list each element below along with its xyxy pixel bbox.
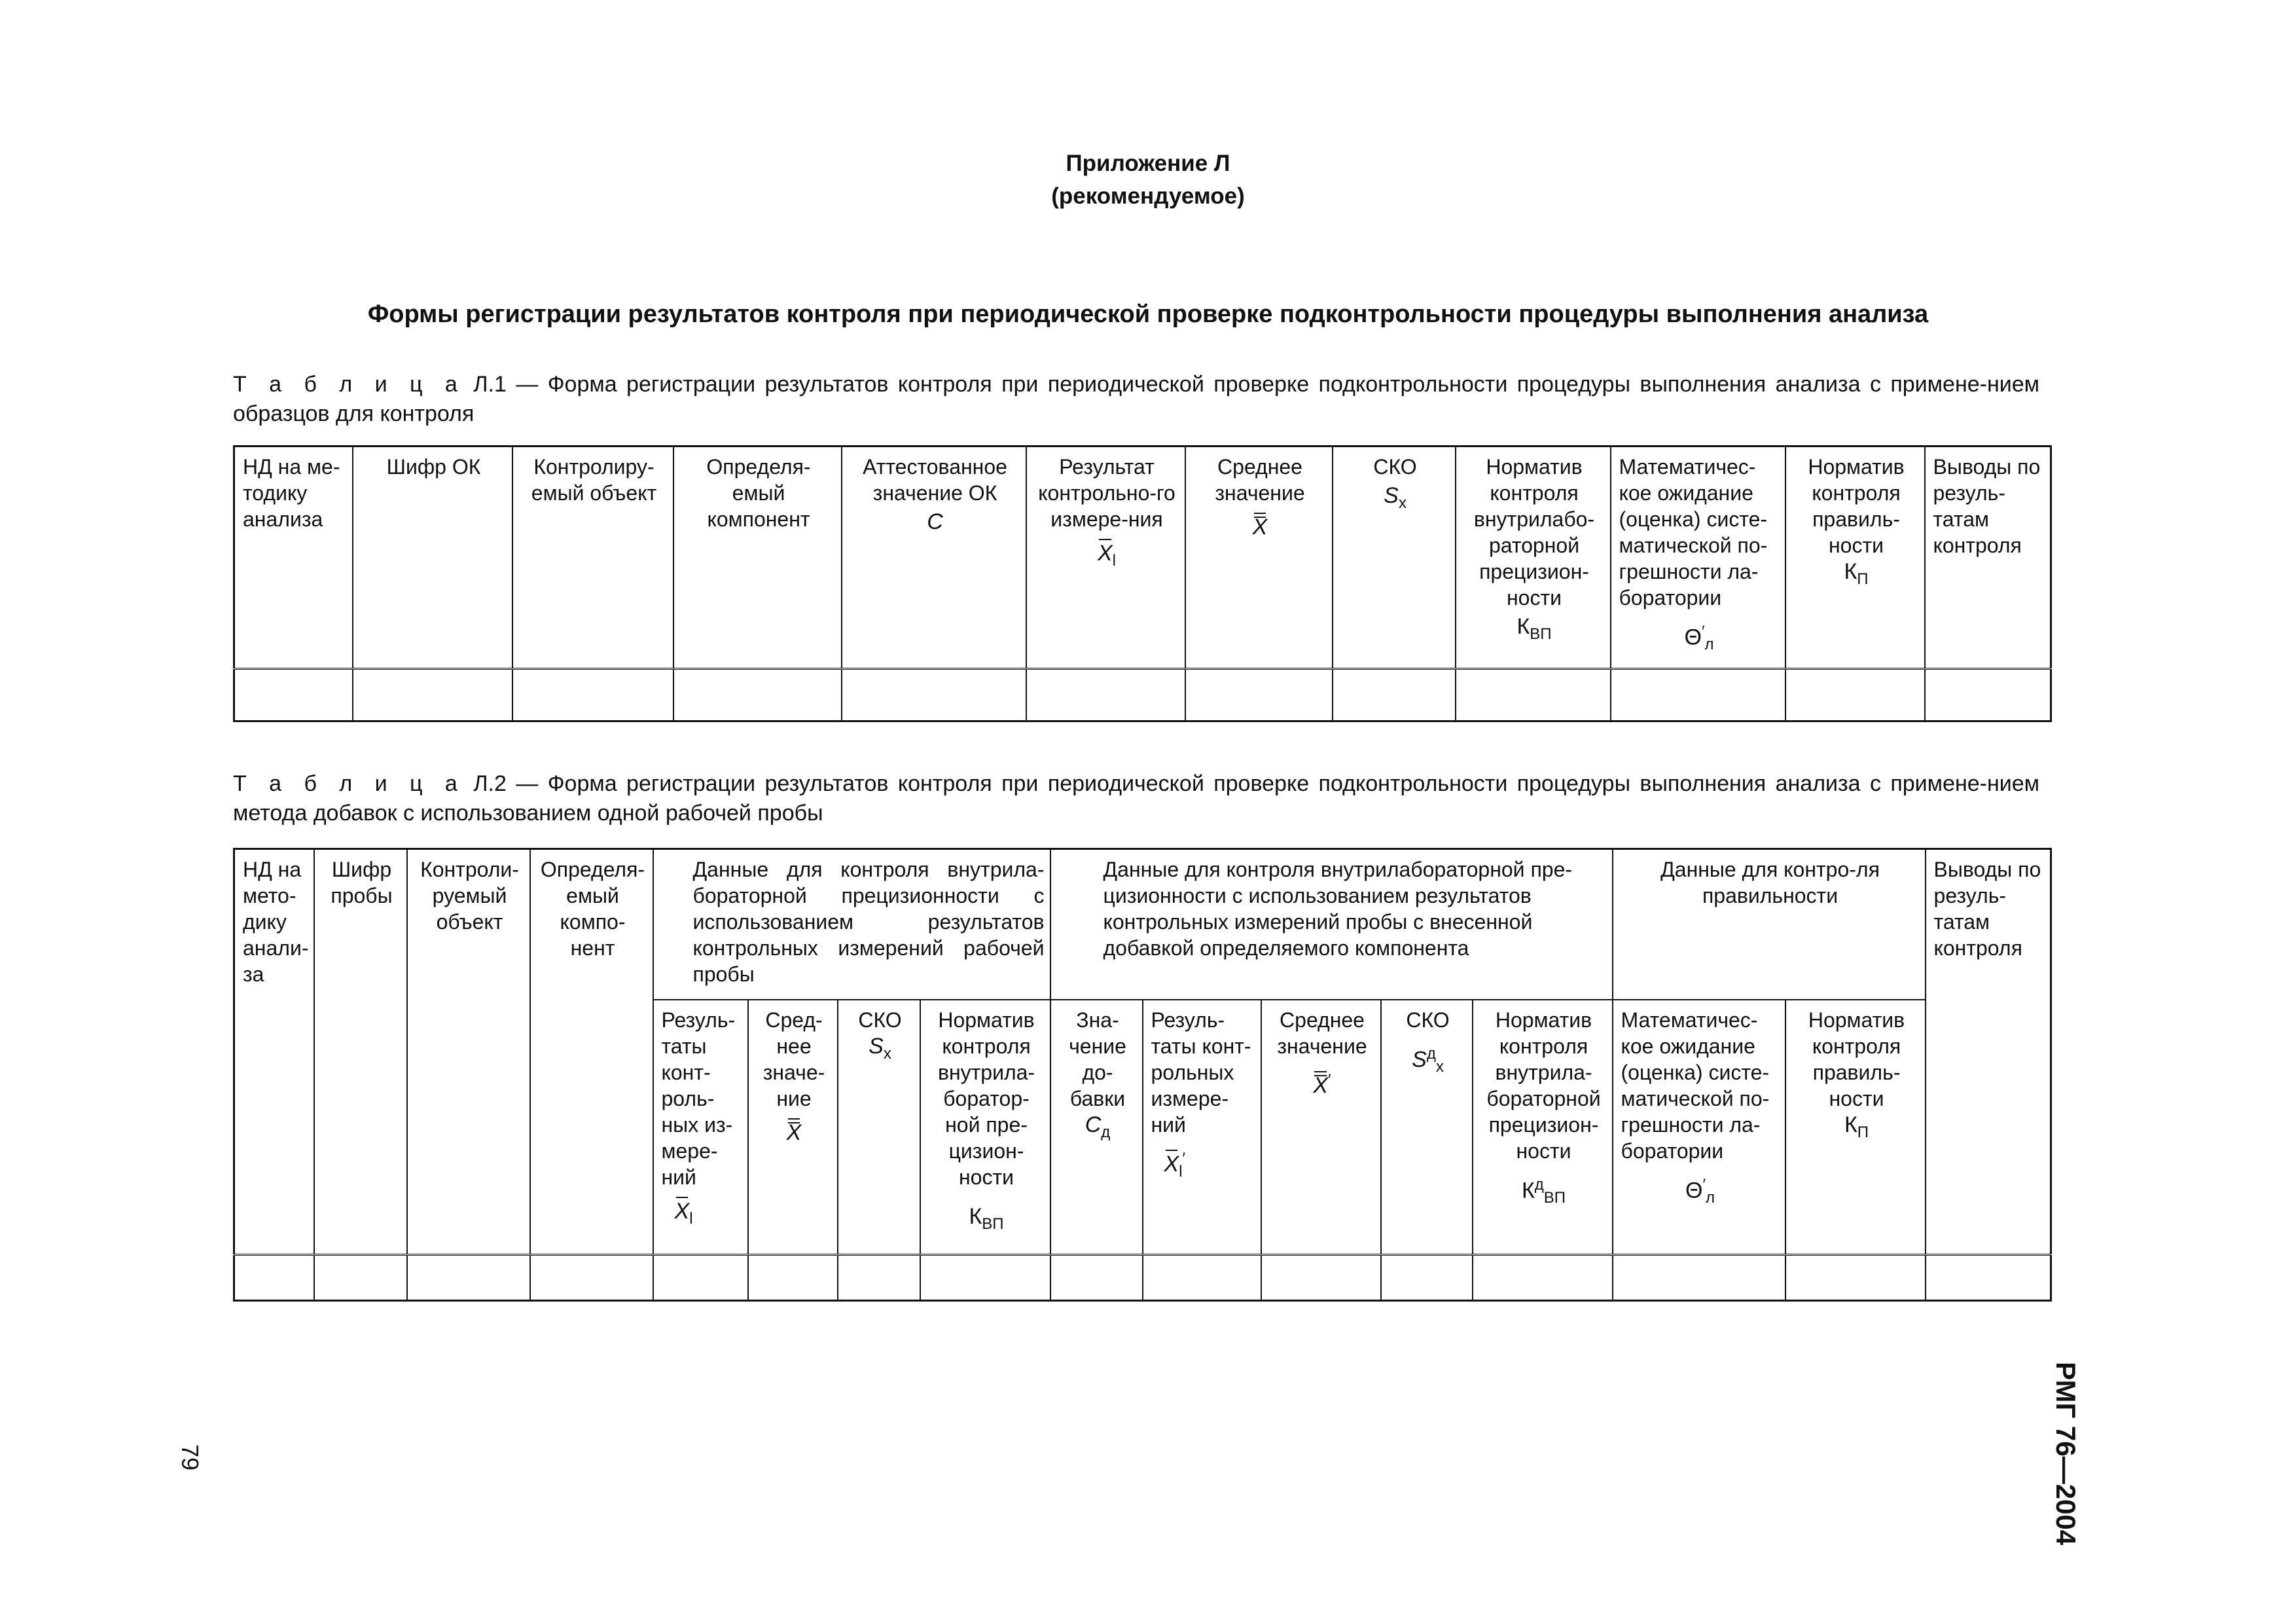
table2-cell[interactable] [1613, 1255, 1785, 1301]
table2-sub-spike-mean: Среднее значение X′ [1261, 1000, 1381, 1255]
table2-sub-results: Резуль-таты конт-роль-ных из-мере-ний $X_l$ [653, 1000, 748, 1255]
table2-cell[interactable] [920, 1255, 1050, 1301]
table1-header-row [234, 447, 2051, 669]
table2-group-spiked: Данные для контроля внутрилабораторной пре-цизионности с использованием результатов контрольных измерений пробы с внесенной добавкой определяемого компонента [1050, 849, 1613, 1000]
table2-header-conclusions: Выводы по резуль-татам контроля [1926, 849, 2051, 1255]
table1-cell[interactable] [1456, 669, 1611, 721]
symbol-kvp: $К_{ВП}$ [969, 1203, 1004, 1233]
symbol-cd: $C_д$ [1085, 1112, 1111, 1141]
table2-header-object: Контроли-руемый объект [407, 849, 530, 1255]
symbol-kvpd: $К^д_{ВП}$ [1521, 1175, 1566, 1207]
table1-cell[interactable] [1785, 669, 1925, 721]
table1-caption-text: Л.1 — Форма регистрации результатов контроля при периодической проверке подконтрольности процедуры выполнения анализа с примене-нием образцов для контроля [233, 372, 2040, 426]
table1-header-conclusions: Выводы по резуль-татам контроля [1925, 447, 2051, 669]
table2 [233, 848, 2052, 1302]
table2-sub-spike-precision: Норматив контроля внутрила-бораторной прецизион-ности $К^д_{ВП}$ [1473, 1000, 1613, 1255]
appendix-title: Приложение Л [1066, 151, 1230, 176]
table2-sub-mean: Сред-нее значе-ние X [748, 1000, 838, 1255]
table2-cell[interactable] [234, 1255, 314, 1301]
symbol-x-bar-prime: $X_l'$ [1164, 1149, 1186, 1180]
table1-caption-label: Т а б л и ц а [233, 372, 464, 397]
symbol-kp: $К_П$ [1844, 559, 1869, 588]
symbol-kp: $К_П$ [1844, 1112, 1869, 1141]
table2-cell[interactable] [1381, 1255, 1473, 1301]
table2-group-repeatability: Данные для контроля внутрила-бораторной прецизионности с использованием результатов контрольных измерений рабочей пробы [653, 849, 1050, 1000]
table2-cell[interactable] [1785, 1255, 1926, 1301]
table2-cell[interactable] [838, 1255, 920, 1301]
table1-header-nd: НД на ме-тодику анализа [234, 447, 353, 669]
table2-caption [233, 769, 2039, 828]
table2-cell[interactable] [748, 1255, 838, 1301]
table1-header-mean: Среднее значение X [1185, 447, 1333, 669]
table2-sub-sko: СКО $S_x$ [838, 1000, 920, 1255]
table1-caption [233, 370, 2039, 429]
symbol-x-bar: $X_l$ [1097, 541, 1117, 570]
table2-cell[interactable] [407, 1255, 530, 1301]
main-title: Формы регистрации результатов контроля при периодической проверке подконтрольности процедуры выполнения анализа [367, 301, 1929, 328]
table2-group-correctness: Данные для контро-ля правильности [1613, 849, 1926, 1000]
table1-data-row [234, 669, 2051, 721]
table2-sub-correctness: Норматив контроля правиль-ности $К_П$ [1785, 1000, 1926, 1255]
symbol-sx: $S_x$ [869, 1033, 891, 1063]
table1-header-precision: Норматив контроля внутрилабо-раторной прецизион-ности $К_{ВП}$ [1456, 447, 1611, 669]
table2-header-component: Определя-емый компо-нент [530, 849, 653, 1255]
table1-cell[interactable] [1026, 669, 1185, 721]
table2-cell[interactable] [1473, 1255, 1613, 1301]
table2-sub-spike-sko: СКО $S^д_x$ [1381, 1000, 1473, 1255]
table2-header-cipher: Шифр пробы [314, 849, 407, 1255]
table1-header-result: Результат контрольно-го измере-ния $X_l$ [1026, 447, 1185, 669]
table1-cell[interactable] [1925, 669, 2051, 721]
table1-header-object: Контролиру-емый объект [512, 447, 673, 669]
symbol-x-double-bar: X [786, 1120, 802, 1145]
table1-header-correctness: Норматив контроля правиль-ности $К_П$ [1785, 447, 1925, 669]
table2-sub-spike-value: Зна-чение до-бавки $C_д$ [1050, 1000, 1143, 1255]
table2-cell[interactable] [1926, 1255, 2051, 1301]
table2-header-row-1 [234, 849, 2051, 1000]
symbol-x-double-bar-prime: X′ [1313, 1070, 1331, 1098]
document-code: РМГ 76—2004 [2051, 1362, 2081, 1546]
table1-cell[interactable] [1611, 669, 1785, 721]
symbol-x-double-bar: X [1252, 515, 1268, 539]
symbol-sx: $S_x$ [1384, 483, 1407, 512]
symbol-theta: $\Theta'_л$ [1685, 1175, 1715, 1207]
table1-cell[interactable] [842, 669, 1026, 721]
table2-header-nd: НД на мето-дику анали-за [234, 849, 314, 1255]
table2-cell[interactable] [1143, 1255, 1261, 1301]
table1-header-certified: Аттестованное значение ОК C [842, 447, 1026, 669]
table2-sub-spike-results: Резуль-таты конт-рольных измере-ний $X_l'$ [1143, 1000, 1261, 1255]
table1-header-cipher: Шифр ОК [353, 447, 512, 669]
table2-sub-precision: Норматив контроля внутрила-боратор-ной пре-цизион-ности $К_{ВП}$ [920, 1000, 1050, 1255]
appendix-heading [0, 147, 2296, 213]
table2-caption-text: Л.2 — Форма регистрации результатов контроля при периодической проверке подконтрольности процедуры выполнения анализа с примене-нием метода добавок с использованием одной рабочей пробы [233, 771, 2040, 826]
table2-cell[interactable] [653, 1255, 748, 1301]
table2-data-row [234, 1255, 2051, 1301]
table2-cell[interactable] [530, 1255, 653, 1301]
page-number: 79 [177, 1444, 204, 1471]
table1-cell[interactable] [353, 669, 512, 721]
table2-cell[interactable] [314, 1255, 407, 1301]
table1 [233, 445, 2052, 722]
symbol-sxd: $S^д_x$ [1412, 1044, 1444, 1076]
symbol-kvp: $К_{ВП}$ [1516, 614, 1552, 643]
table1-cell[interactable] [673, 669, 842, 721]
table2-cell[interactable] [1261, 1255, 1381, 1301]
symbol-c: C [927, 509, 943, 534]
table1-cell[interactable] [512, 669, 673, 721]
table1-cell[interactable] [1185, 669, 1333, 721]
symbol-x-bar: $X_l$ [674, 1198, 693, 1228]
table2-caption-label: Т а б л и ц а [233, 771, 464, 796]
table1-cell[interactable] [234, 669, 353, 721]
table2-sub-expectation: Математичес-кое ожидание (оценка) систе-матической по-грешности ла-боратории $\Theta'_л$ [1613, 1000, 1785, 1255]
symbol-theta: $\Theta'_л$ [1684, 623, 1714, 654]
table1-header-component: Определя-емый компонент [673, 447, 842, 669]
table1-header-sko: СКО $S_x$ [1333, 447, 1456, 669]
table1-cell[interactable] [1333, 669, 1456, 721]
table1-header-expectation: Математичес-кое ожидание (оценка) систе-матической по-грешности ла-боратории $\Theta'_л$ [1611, 447, 1785, 669]
table2-cell[interactable] [1050, 1255, 1143, 1301]
appendix-subtitle: (рекомендуемое) [1051, 183, 1245, 209]
